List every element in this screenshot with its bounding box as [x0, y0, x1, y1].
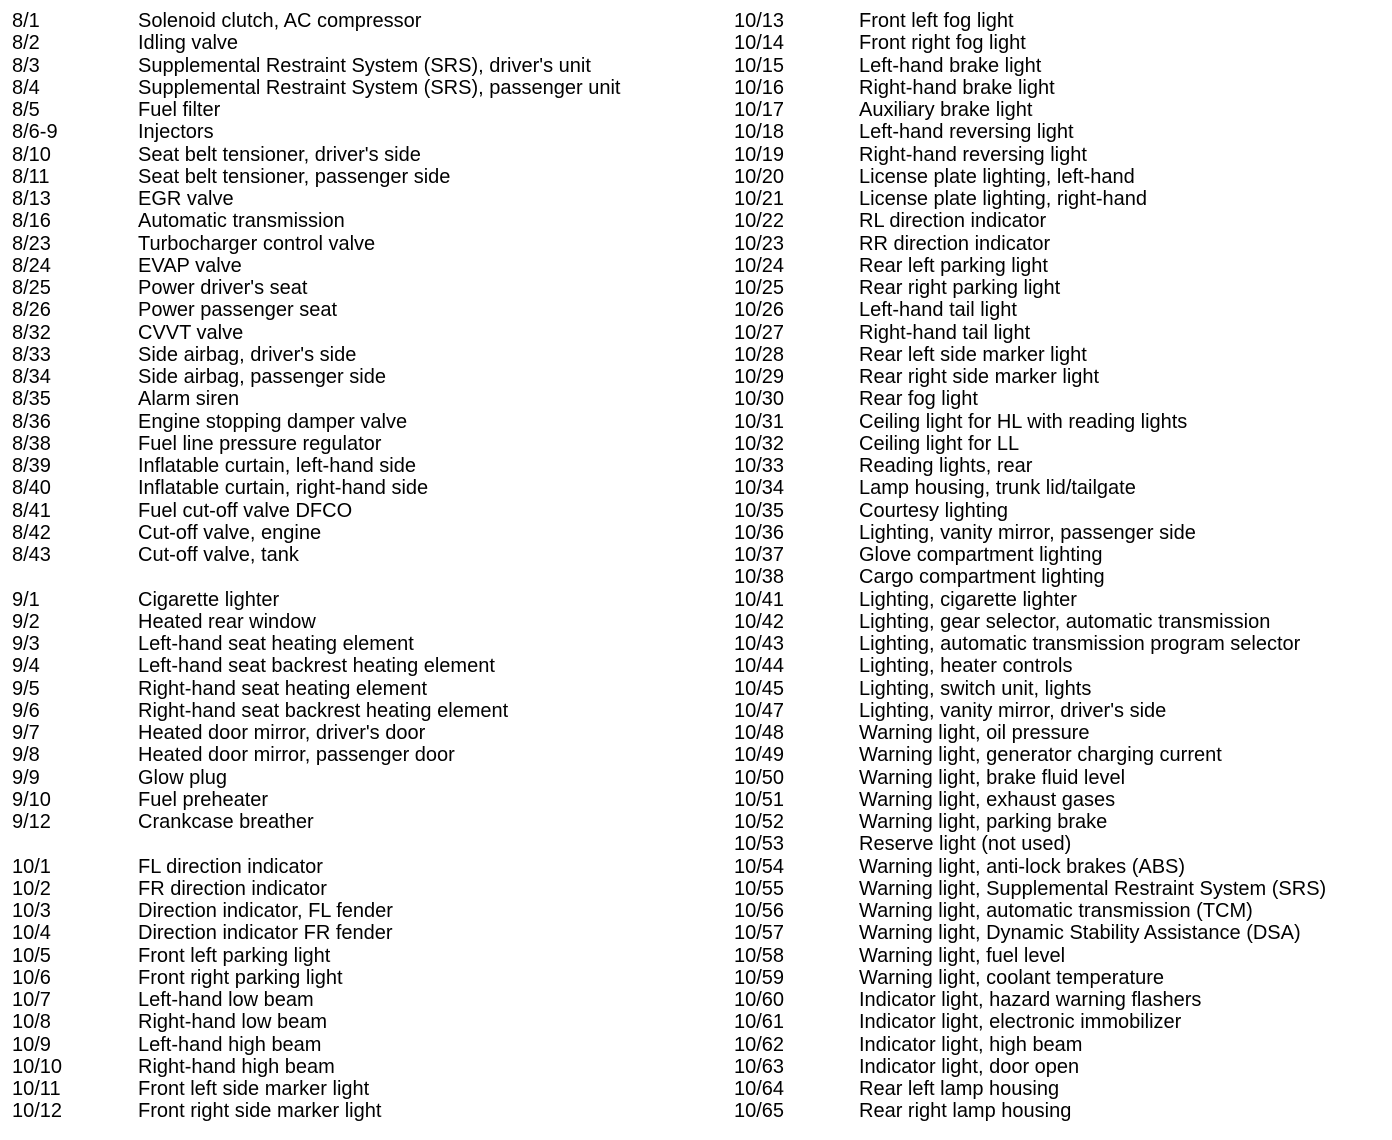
- component-description: Inflatable curtain, left-hand side: [138, 455, 416, 477]
- component-description: Seat belt tensioner, passenger side: [138, 165, 451, 188]
- component-code: 10/6: [12, 966, 51, 989]
- component-code: 8/32: [12, 321, 51, 344]
- component-description: RL direction indicator: [859, 210, 1047, 233]
- component-row: [12, 1100, 712, 1122]
- component-description: Left-hand high beam: [138, 1033, 322, 1056]
- component-code: 10/62: [734, 1033, 785, 1056]
- component-row: [734, 789, 1384, 811]
- component-description: License plate lighting, right-hand: [859, 188, 1147, 210]
- component-row: [734, 1011, 1384, 1033]
- component-code: 10/33: [734, 455, 785, 477]
- component-description: Power passenger seat: [138, 299, 338, 322]
- component-description: Turbocharger control valve: [138, 232, 376, 255]
- component-description: License plate lighting, left-hand: [859, 165, 1135, 188]
- component-code: 10/4: [12, 922, 51, 945]
- component-row: [12, 678, 712, 700]
- component-code: 9/9: [12, 766, 40, 789]
- component-code: 10/42: [734, 610, 785, 633]
- component-code: 10/43: [734, 633, 785, 655]
- component-description: Side airbag, passenger side: [138, 366, 386, 388]
- component-row: [12, 856, 712, 878]
- component-code: 10/2: [12, 877, 51, 900]
- component-row: [12, 455, 712, 477]
- component-row: [12, 767, 712, 789]
- component-code: 10/5: [12, 944, 51, 967]
- component-row: [734, 655, 1384, 677]
- component-code: 10/18: [734, 121, 785, 144]
- component-description: Front right parking light: [138, 966, 343, 989]
- component-description: Ceiling light for HL with reading lights: [859, 410, 1188, 433]
- component-description: Cut-off valve, engine: [138, 521, 322, 544]
- component-code: 8/43: [12, 544, 51, 566]
- component-description: Right-hand brake light: [859, 76, 1055, 99]
- component-description: Warning light, Dynamic Stability Assistance (DSA): [859, 922, 1301, 945]
- component-code: 10/11: [12, 1078, 61, 1100]
- component-code: 10/27: [734, 321, 785, 344]
- component-description: Cargo compartment lighting: [859, 566, 1105, 589]
- component-code: 8/6-9: [12, 121, 58, 144]
- component-row: [734, 678, 1384, 700]
- component-code: 10/56: [734, 900, 785, 922]
- component-description: Supplemental Restraint System (SRS), passenger unit: [138, 76, 621, 99]
- component-code: 10/22: [734, 210, 785, 233]
- component-description: Rear right side marker light: [859, 366, 1100, 388]
- component-description: Lighting, gear selector, automatic transmission: [859, 610, 1271, 633]
- left-component-column: [12, 10, 712, 1123]
- component-row: [12, 1011, 712, 1033]
- component-description: Fuel preheater: [138, 788, 269, 811]
- component-code: 8/33: [12, 343, 51, 366]
- component-code: 10/36: [734, 521, 785, 544]
- component-description: Left-hand seat backrest heating element: [138, 655, 495, 678]
- component-code: 8/42: [12, 521, 51, 544]
- component-row: [734, 477, 1384, 499]
- component-description: Left-hand tail light: [859, 299, 1017, 322]
- component-row: [734, 188, 1384, 210]
- component-code: 8/26: [12, 299, 51, 322]
- component-description: Warning light, anti-lock brakes (ABS): [859, 855, 1186, 878]
- component-description: Left-hand low beam: [138, 989, 314, 1011]
- component-code: 10/45: [734, 677, 785, 700]
- component-code: 10/57: [734, 922, 785, 945]
- component-description: Cigarette lighter: [138, 588, 280, 611]
- component-code: 10/61: [734, 1011, 785, 1034]
- component-row: [734, 700, 1384, 722]
- component-code: 10/55: [734, 877, 785, 900]
- component-row: [734, 522, 1384, 544]
- component-row: [734, 77, 1384, 99]
- component-code: 10/3: [12, 900, 51, 922]
- component-code: 9/2: [12, 610, 40, 633]
- component-row: [734, 455, 1384, 477]
- component-row: [12, 878, 712, 900]
- component-row: [734, 1100, 1384, 1122]
- component-code: 10/7: [12, 989, 51, 1011]
- component-code: 10/26: [734, 299, 785, 322]
- component-description: Heated door mirror, driver's door: [138, 722, 426, 744]
- component-code: 10/51: [734, 788, 785, 811]
- component-code: 8/5: [12, 99, 40, 121]
- component-code: 10/25: [734, 277, 785, 299]
- component-row: [12, 1056, 712, 1078]
- component-row: [12, 744, 712, 766]
- component-row: [12, 166, 712, 188]
- component-description: EVAP valve: [138, 254, 242, 277]
- component-row: [734, 856, 1384, 878]
- component-description: Left-hand seat heating element: [138, 633, 414, 655]
- component-description: Heated door mirror, passenger door: [138, 744, 455, 767]
- component-description: Indicator light, high beam: [859, 1033, 1083, 1056]
- component-description: Heated rear window: [138, 610, 316, 633]
- component-row: [12, 655, 712, 677]
- component-code: 10/34: [734, 477, 785, 500]
- component-row: [12, 722, 712, 744]
- component-description: Rear left lamp housing: [859, 1078, 1060, 1100]
- component-description: Engine stopping damper valve: [138, 410, 408, 433]
- component-row: [12, 1078, 712, 1100]
- component-row: [734, 99, 1384, 121]
- component-row: [734, 500, 1384, 522]
- component-code: 8/23: [12, 232, 51, 255]
- component-row: [734, 945, 1384, 967]
- component-row: [12, 700, 712, 722]
- component-row: [734, 144, 1384, 166]
- component-row: [12, 789, 712, 811]
- component-code: 10/58: [734, 944, 785, 967]
- component-code: 10/44: [734, 655, 785, 678]
- component-description: Right-hand low beam: [138, 1011, 327, 1034]
- component-row: [734, 589, 1384, 611]
- component-description: Warning light, oil pressure: [859, 722, 1090, 744]
- component-code: 10/38: [734, 566, 785, 589]
- component-code: 10/15: [734, 54, 785, 77]
- component-description: Seat belt tensioner, driver's side: [138, 143, 421, 166]
- component-row: [734, 32, 1384, 54]
- component-row: [12, 589, 712, 611]
- component-code: 10/64: [734, 1078, 785, 1100]
- component-row: [12, 411, 712, 433]
- component-row: [12, 299, 712, 321]
- component-code: 10/35: [734, 499, 785, 522]
- component-row: [734, 277, 1384, 299]
- component-description: FL direction indicator: [138, 855, 323, 878]
- component-code: 10/63: [734, 1055, 785, 1078]
- component-row: [12, 144, 712, 166]
- component-description: Lighting, vanity mirror, driver's side: [859, 699, 1167, 722]
- component-code: 9/5: [12, 677, 40, 700]
- component-row: [734, 322, 1384, 344]
- component-description: Front left fog light: [859, 10, 1014, 32]
- component-description: Glow plug: [138, 766, 227, 789]
- component-row: [12, 32, 712, 54]
- component-code: 9/10: [12, 788, 51, 811]
- component-code: 9/6: [12, 699, 40, 722]
- component-code: 10/21: [734, 188, 785, 210]
- component-description: Indicator light, electronic immobilizer: [859, 1011, 1182, 1034]
- component-code: 8/11: [12, 165, 50, 188]
- component-row: [12, 344, 712, 366]
- component-row: [734, 166, 1384, 188]
- component-code: 10/24: [734, 254, 785, 277]
- component-description: Lighting, cigarette lighter: [859, 588, 1077, 611]
- component-code: 9/7: [12, 722, 40, 744]
- component-row: [12, 633, 712, 655]
- component-row: [734, 767, 1384, 789]
- component-code: 10/47: [734, 699, 785, 722]
- component-row: [734, 210, 1384, 232]
- component-code: 10/20: [734, 165, 785, 188]
- component-row: [734, 388, 1384, 410]
- component-code: 10/52: [734, 811, 785, 833]
- component-code: 9/8: [12, 744, 40, 767]
- component-description: Lighting, switch unit, lights: [859, 677, 1092, 700]
- component-row: [734, 121, 1384, 143]
- component-code: 8/4: [12, 76, 40, 99]
- component-code: 10/41: [734, 588, 785, 611]
- component-row: [12, 210, 712, 232]
- component-description: Lighting, vanity mirror, passenger side: [859, 521, 1196, 544]
- component-row: [734, 1078, 1384, 1100]
- component-row: [734, 900, 1384, 922]
- component-description: Front left side marker light: [138, 1078, 370, 1100]
- component-row: [12, 433, 712, 455]
- component-code: 10/37: [734, 544, 785, 566]
- component-code: 10/9: [12, 1033, 51, 1056]
- component-code: 8/36: [12, 410, 51, 433]
- component-row: [12, 55, 712, 77]
- component-row: [12, 255, 712, 277]
- component-description: Rear left parking light: [859, 254, 1048, 277]
- group-spacer: [12, 566, 712, 588]
- component-description: Reserve light (not used): [859, 833, 1072, 856]
- component-description: Inflatable curtain, right-hand side: [138, 477, 429, 500]
- component-row: [734, 1056, 1384, 1078]
- component-row: [12, 945, 712, 967]
- component-description: Glove compartment lighting: [859, 544, 1103, 566]
- component-code: 8/16: [12, 210, 51, 233]
- component-row: [734, 633, 1384, 655]
- component-description: Alarm siren: [138, 388, 240, 411]
- component-row: [12, 388, 712, 410]
- component-description: Right-hand tail light: [859, 321, 1031, 344]
- component-description: Ceiling light for LL: [859, 432, 1020, 455]
- component-description: Supplemental Restraint System (SRS), driver's unit: [138, 54, 591, 77]
- component-description: Warning light, automatic transmission (TCM): [859, 900, 1253, 922]
- component-description: Fuel filter: [138, 99, 221, 121]
- component-code: 8/40: [12, 477, 51, 500]
- component-row: [734, 1034, 1384, 1056]
- component-code: 10/54: [734, 855, 785, 878]
- component-code: 10/65: [734, 1100, 785, 1123]
- component-row: [734, 233, 1384, 255]
- component-description: Front left parking light: [138, 944, 331, 967]
- component-code: 10/14: [734, 32, 785, 55]
- component-row: [12, 77, 712, 99]
- component-description: Courtesy lighting: [859, 499, 1008, 522]
- component-row: [734, 366, 1384, 388]
- component-row: [12, 233, 712, 255]
- component-row: [12, 967, 712, 989]
- component-description: Warning light, brake fluid level: [859, 766, 1126, 789]
- component-row: [734, 989, 1384, 1011]
- component-description: Lighting, automatic transmission program selector: [859, 633, 1301, 655]
- component-code: 10/19: [734, 143, 785, 166]
- component-row: [734, 411, 1384, 433]
- component-row: [734, 55, 1384, 77]
- component-row: [12, 544, 712, 566]
- component-row: [734, 811, 1384, 833]
- component-row: [734, 544, 1384, 566]
- component-row: [12, 522, 712, 544]
- component-code: 8/41: [12, 499, 51, 522]
- component-row: [12, 611, 712, 633]
- component-code: 10/16: [734, 76, 785, 99]
- component-row: [734, 433, 1384, 455]
- component-row: [734, 833, 1384, 855]
- component-code: 10/31: [734, 410, 785, 433]
- component-row: [12, 277, 712, 299]
- component-description: Warning light, exhaust gases: [859, 788, 1116, 811]
- component-row: [12, 188, 712, 210]
- component-description: EGR valve: [138, 188, 234, 210]
- component-row: [734, 611, 1384, 633]
- component-code: 10/59: [734, 966, 785, 989]
- component-description: Warning light, generator charging current: [859, 744, 1222, 767]
- component-code: 10/60: [734, 989, 785, 1011]
- component-description: Lighting, heater controls: [859, 655, 1073, 678]
- component-description: Direction indicator, FL fender: [138, 900, 393, 922]
- component-description: Rear right parking light: [859, 277, 1061, 299]
- component-code: 8/13: [12, 188, 51, 210]
- component-description: Direction indicator FR fender: [138, 922, 393, 945]
- component-code: 10/17: [734, 99, 785, 121]
- component-row: [12, 322, 712, 344]
- component-row: [12, 366, 712, 388]
- component-description: Automatic transmission: [138, 210, 345, 233]
- component-code: 8/34: [12, 366, 51, 388]
- component-code: 10/1: [12, 855, 51, 878]
- component-row: [734, 10, 1384, 32]
- component-code: 10/13: [734, 10, 785, 32]
- component-code: 8/24: [12, 254, 51, 277]
- component-description: Front right fog light: [859, 32, 1026, 55]
- component-code: 9/4: [12, 655, 40, 678]
- component-description: Crankcase breather: [138, 811, 314, 833]
- component-description: Fuel line pressure regulator: [138, 432, 382, 455]
- component-code: 8/39: [12, 455, 51, 477]
- component-row: [734, 299, 1384, 321]
- component-description: Injectors: [138, 121, 214, 144]
- component-description: Auxiliary brake light: [859, 99, 1033, 121]
- component-row: [734, 878, 1384, 900]
- component-code: 10/23: [734, 232, 785, 255]
- component-description: Right-hand high beam: [138, 1055, 335, 1078]
- component-code: 10/8: [12, 1011, 51, 1034]
- right-component-column: [734, 10, 1384, 1123]
- component-code: 10/50: [734, 766, 785, 789]
- component-row: [12, 99, 712, 121]
- component-code: 8/35: [12, 388, 51, 411]
- component-description: Warning light, parking brake: [859, 811, 1108, 833]
- component-code: 10/12: [12, 1100, 63, 1123]
- component-description: RR direction indicator: [859, 232, 1051, 255]
- component-row: [734, 255, 1384, 277]
- component-row: [734, 744, 1384, 766]
- component-description: CVVT valve: [138, 321, 244, 344]
- component-row: [734, 566, 1384, 588]
- component-code: 9/1: [12, 588, 40, 611]
- component-code: 9/12: [12, 811, 51, 833]
- component-row: [12, 500, 712, 522]
- component-code: 9/3: [12, 633, 40, 655]
- component-description: Rear fog light: [859, 388, 978, 411]
- component-description: Lamp housing, trunk lid/tailgate: [859, 477, 1136, 500]
- component-code: 10/30: [734, 388, 785, 411]
- component-row: [734, 344, 1384, 366]
- component-description: Rear left side marker light: [859, 343, 1087, 366]
- component-description: Right-hand seat heating element: [138, 677, 428, 700]
- component-description: Cut-off valve, tank: [138, 544, 299, 566]
- component-code: 8/3: [12, 54, 40, 77]
- component-description: Warning light, Supplemental Restraint System (SRS): [859, 877, 1327, 900]
- component-code: 8/2: [12, 32, 40, 55]
- component-code: 10/10: [12, 1055, 63, 1078]
- component-row: [734, 722, 1384, 744]
- component-code: 8/38: [12, 432, 51, 455]
- component-code: 8/10: [12, 143, 51, 166]
- component-code: 10/53: [734, 833, 785, 856]
- component-description: Fuel cut-off valve DFCO: [138, 499, 353, 522]
- component-description: Rear right lamp housing: [859, 1100, 1072, 1123]
- component-row: [12, 1034, 712, 1056]
- component-code: 8/25: [12, 277, 51, 299]
- component-description: Reading lights, rear: [859, 455, 1033, 477]
- component-row: [734, 922, 1384, 944]
- component-description: Right-hand seat backrest heating element: [138, 699, 509, 722]
- component-description: Left-hand brake light: [859, 54, 1042, 77]
- component-code: 10/28: [734, 343, 785, 366]
- component-description: FR direction indicator: [138, 877, 327, 900]
- component-row: [734, 967, 1384, 989]
- component-description: Warning light, fuel level: [859, 944, 1066, 967]
- component-row: [12, 121, 712, 143]
- component-description: Warning light, coolant temperature: [859, 966, 1164, 989]
- component-description: Indicator light, hazard warning flashers: [859, 989, 1202, 1011]
- component-description: Front right side marker light: [138, 1100, 382, 1123]
- component-code: 8/1: [12, 10, 40, 32]
- component-description: Indicator light, door open: [859, 1055, 1080, 1078]
- component-row: [12, 989, 712, 1011]
- component-description: Solenoid clutch, AC compressor: [138, 10, 422, 32]
- component-row: [12, 10, 712, 32]
- component-code: 10/29: [734, 366, 785, 388]
- component-description: Right-hand reversing light: [859, 143, 1087, 166]
- component-description: Left-hand reversing light: [859, 121, 1074, 144]
- component-row: [12, 477, 712, 499]
- component-description: Power driver's seat: [138, 277, 308, 299]
- component-row: [12, 922, 712, 944]
- component-row: [12, 900, 712, 922]
- group-spacer: [12, 833, 712, 855]
- component-row: [12, 811, 712, 833]
- component-code: 10/49: [734, 744, 785, 767]
- component-code: 10/48: [734, 722, 785, 744]
- component-description: Idling valve: [138, 32, 239, 55]
- component-code: 10/32: [734, 432, 785, 455]
- component-description: Side airbag, driver's side: [138, 343, 357, 366]
